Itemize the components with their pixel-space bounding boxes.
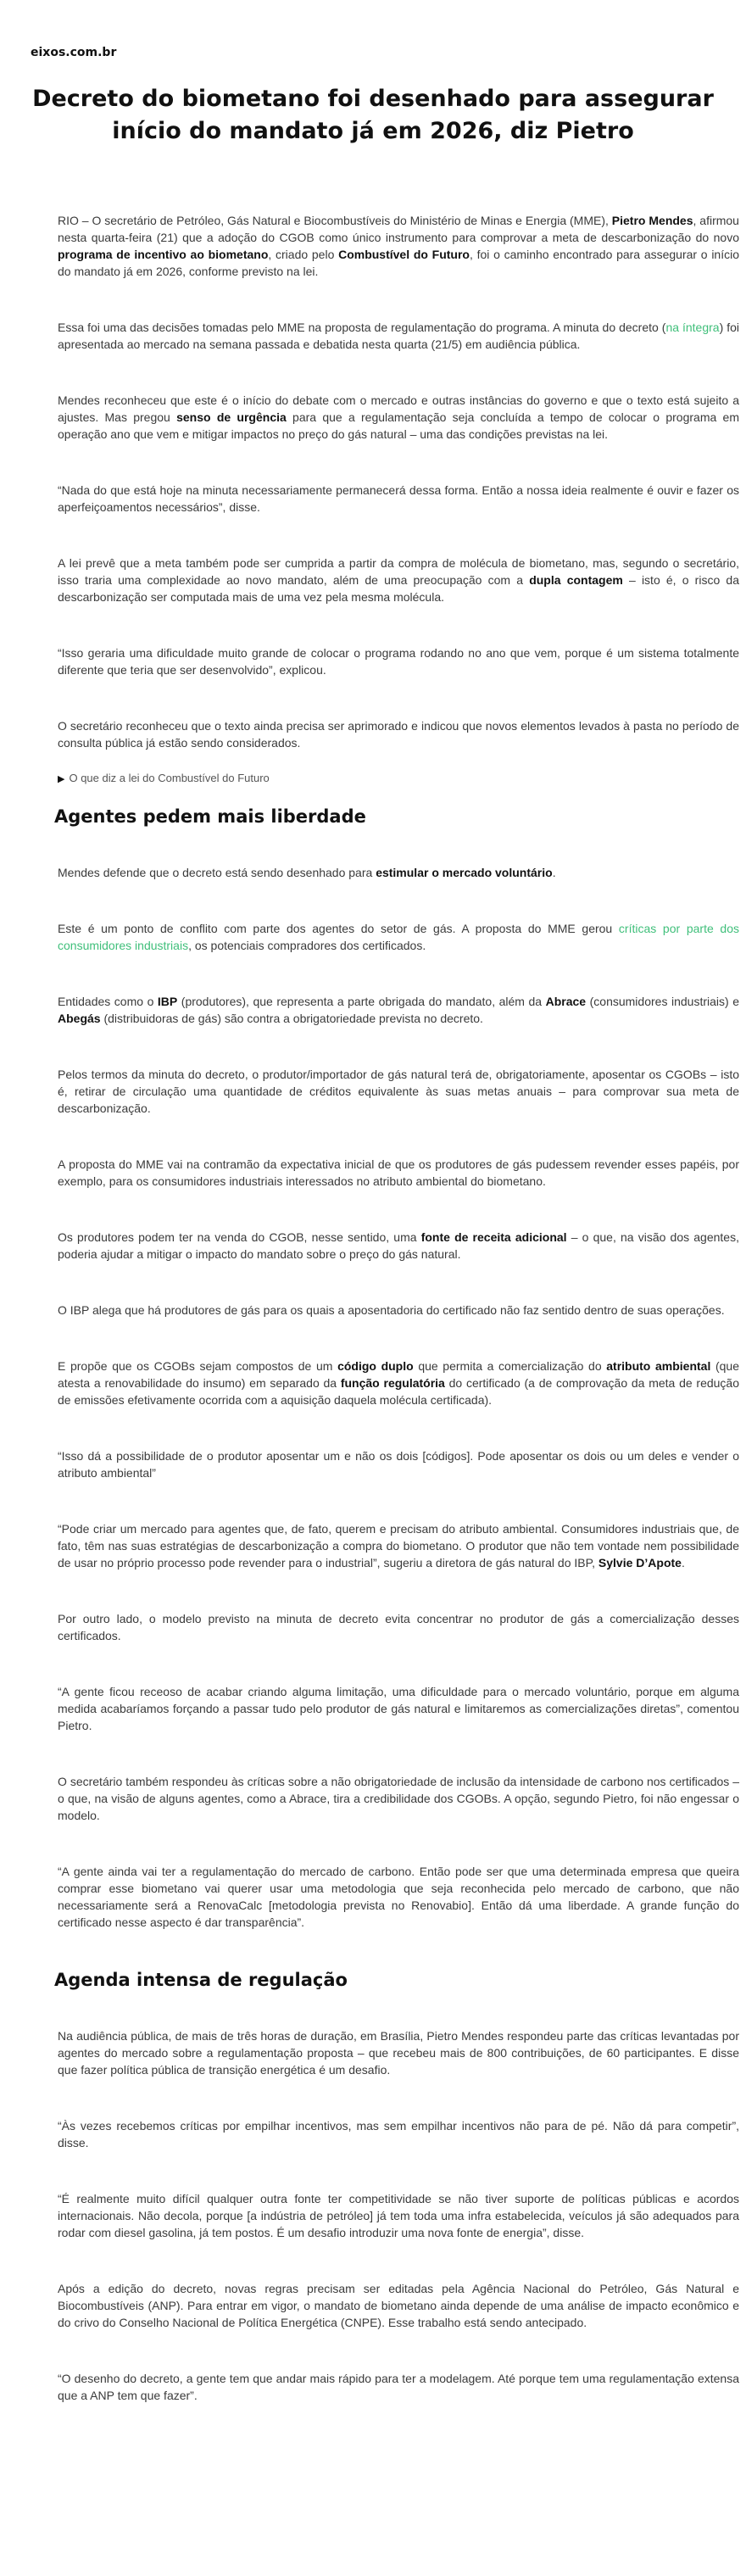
quote-paragraph: “Isso geraria uma dificuldade muito grande de colocar o programa rodando no ano que vem, porque é um sistema totalmente diferente que teria que ser desenvolvido”, explicou.: [58, 646, 739, 677]
section-heading: Agenda intensa de regulação: [54, 1970, 348, 1990]
paragraph: Os produtores podem ter na venda do CGOB, nesse sentido, uma fonte de receita adicional – o que, na visão dos agentes, poderia ajudar a mitigar o impacto do mandato sobre o preço do gás natural.: [58, 1230, 739, 1261]
quote-paragraph: “Pode criar um mercado para agentes que, de fato, querem e precisam do atributo ambiental. Consumidores industriais que, de fato, têm nas suas estratégias de descarbonização a compra do biometano. O produtor que não tem vontade nem possibilidade de usar no próprio processo pode revender para o industrial”, sugeriu a diretora de gás natural do IBP, Sylvie D’Apote.: [58, 1522, 739, 1570]
quote-paragraph: “Às vezes recebemos críticas por empilhar incentivos, mas sem empilhar incentivos não para de pé. Não dá para competir”, disse.: [58, 2119, 739, 2149]
paragraph: Após a edição do decreto, novas regras precisam ser editadas pela Agência Nacional do Petróleo, Gás Natural e Biocombustíveis (ANP). Para entrar em vigor, o mandato de biometano ainda depende de uma análise de impacto econômico e do crivo do Conselho Nacional de Política Energética (CNPE). Esse trabalho está sendo antecipado.: [58, 2282, 739, 2329]
paragraph: Este é um ponto de conflito com parte dos agentes do setor de gás. A proposta do MME gerou críticas por parte dos consumidores industriais, os potenciais compradores dos certificados.: [58, 922, 739, 952]
quote-paragraph: “A gente ainda vai ter a regulamentação do mercado de carbono. Então pode ser que uma determinada empresa que queira comprar esse biometano vai querer usar uma metodologia que seja reconhecida pelo mercado de carbono, que não necessariamente será a RenovaCalc [metodologia prevista no Renovabio]. Então dá uma liberdade. A grande função do certificado nesse aspecto é dar transparência”.: [58, 1865, 739, 1929]
paragraph: Mendes reconheceu que este é o início do debate com o mercado e outras instâncias do governo e que o texto está sujeito a ajustes. Mas pregou senso de urgência para que a regulamentação seja concluída a tempo de colocar o programa em operação ano que vem e mitigar impactos no preço do gás natural – uma das condições previstas na lei.: [58, 393, 739, 441]
triangle-right-icon: ▶: [58, 774, 65, 784]
integra-link[interactable]: na íntegra: [665, 321, 720, 334]
paragraph: Pelos termos da minuta do decreto, o produtor/importador de gás natural terá de, obrigatoriamente, aposentar os CGOBs – isto é, retirar de circulação uma quantidade de créditos equivalente às suas metas anuais – para comprovar sua meta de descarbonização.: [58, 1068, 739, 1115]
quote-paragraph: “É realmente muito difícil qualquer outra fonte ter competitividade se não tiver suporte de políticas públicas e acordos internacionais. Não decola, porque [a indústria de petróleo] já tem toda uma infra estabelecida, veículos já são adequados para rodar com diesel gasolina, já tem postos. É um desafio introduzir uma nova fonte de energia”, disse.: [58, 2192, 739, 2239]
paragraph: O IBP alega que há produtores de gás para os quais a aposentadoria do certificado não faz sentido dentro de suas operações.: [58, 1303, 725, 1317]
criticas-link[interactable]: críticas por parte dos consumidores industriais: [58, 922, 739, 952]
details-label: O que diz a lei do Combustível do Futuro: [69, 772, 270, 784]
section-heading: Agentes pedem mais liberdade: [54, 806, 366, 827]
site-name[interactable]: eixos.com.br: [31, 46, 117, 59]
paragraph: A proposta do MME vai na contramão da expectativa inicial de que os produtores de gás pudessem revender esses papéis, por exemplo, para os consumidores industriais interessados no atributo ambiental do biometano.: [58, 1157, 739, 1188]
quote-paragraph: “O desenho do decreto, a gente tem que andar mais rápido para ter a modelagem. Até porque tem uma regulamentação extensa que a ANP tem que fazer”.: [58, 2372, 739, 2402]
paragraph: Por outro lado, o modelo previsto na minuta de decreto evita concentrar no produtor de gás a comercialização desses certificados.: [58, 1612, 739, 1642]
article-body: [54, 212, 740, 2443]
paragraph: Na audiência pública, de mais de três horas de duração, em Brasília, Pietro Mendes respondeu parte das críticas levantadas por agentes do mercado sobre a regulamentação proposta – que recebeu mais de 800 contribuições, de 60 participantes. E disse que fazer política pública de transição energética é um desafio.: [58, 2029, 739, 2077]
quote-paragraph: “Isso dá a possibilidade de o produtor aposentar um e não os dois [códigos]. Pode aposentar os dois ou um deles e vender o atributo ambiental”: [58, 1449, 739, 1480]
quote-paragraph: “A gente ficou receoso de acabar criando alguma limitação, uma dificuldade para o mercado voluntário, porque em alguma medida acabaríamos forçando a passar tudo pelo produtor de gás natural e limitaremos as comercializações diretas”, comentou Pietro.: [58, 1685, 739, 1732]
paragraph: E propõe que os CGOBs sejam compostos de um código duplo que permita a comercialização do atributo ambiental (que atesta a renovabilidade do insumo) em separado da função regulatória do certificado (a de comprovação da meta de redução de emissões efetivamente ocorrida com a aquisição daquela molécula certificada).: [58, 1359, 740, 1407]
paragraph: O secretário reconheceu que o texto ainda precisa ser aprimorado e indicou que novos elementos levados à pasta no período de consulta pública já estão sendo considerados.: [58, 719, 739, 750]
paragraph: Essa foi uma das decisões tomadas pelo MME na proposta de regulamentação do programa. A minuta do decreto (na íntegra) foi apresentada ao mercado na semana passada e debatida nesta quarta (21/5) em audiência pública.: [58, 321, 739, 351]
paragraph: A lei prevê que a meta também pode ser cumprida a partir da compra de molécula de biometano, mas, segundo o secretário, isso traria uma complexidade ao novo mandato, além de uma preocupação com a dupla contagem – isto é, o risco da descarbonização ser computada mais de uma vez pela mesma molécula.: [58, 556, 739, 604]
details-toggle[interactable]: [58, 772, 739, 784]
quote-paragraph: “Nada do que está hoje na minuta necessariamente permanecerá dessa forma. Então a nossa ideia realmente é ouvir e fazer os aperfeiçoamentos necessários”, disse.: [58, 483, 739, 514]
paragraph: Entidades como o IBP (produtores), que representa a parte obrigada do mandato, além da Abrace (consumidores industriais) e Abegás (distribuidoras de gás) são contra a obrigatoriedade prevista no decreto.: [58, 995, 739, 1025]
paragraph: Mendes defende que o decreto está sendo desenhado para estimular o mercado voluntário.: [58, 866, 556, 879]
article-title: Decreto do biometano foi desenhado para assegurar início do mandato já em 2026, diz Pietro: [32, 86, 714, 144]
paragraph: RIO – O secretário de Petróleo, Gás Natural e Biocombustíveis do Ministério de Minas e Energia (MME), Pietro Mendes, afirmou nesta quarta-feira (21) que a adoção do CGOB como único instrumento para comprovar a meta de descarbonização do novo programa de incentivo ao biometano, criado pelo Combustível do Futuro, foi o caminho encontrado para assegurar o início do mandato já em 2026, conforme previsto na lei.: [58, 214, 740, 278]
paragraph: O secretário também respondeu às críticas sobre a não obrigatoriedade de inclusão da intensidade de carbono nos certificados – o que, na visão de alguns agentes, como a Abrace, tira a credibilidade dos CGOBs. A opção, segundo Pietro, foi não engessar o modelo.: [58, 1775, 739, 1822]
